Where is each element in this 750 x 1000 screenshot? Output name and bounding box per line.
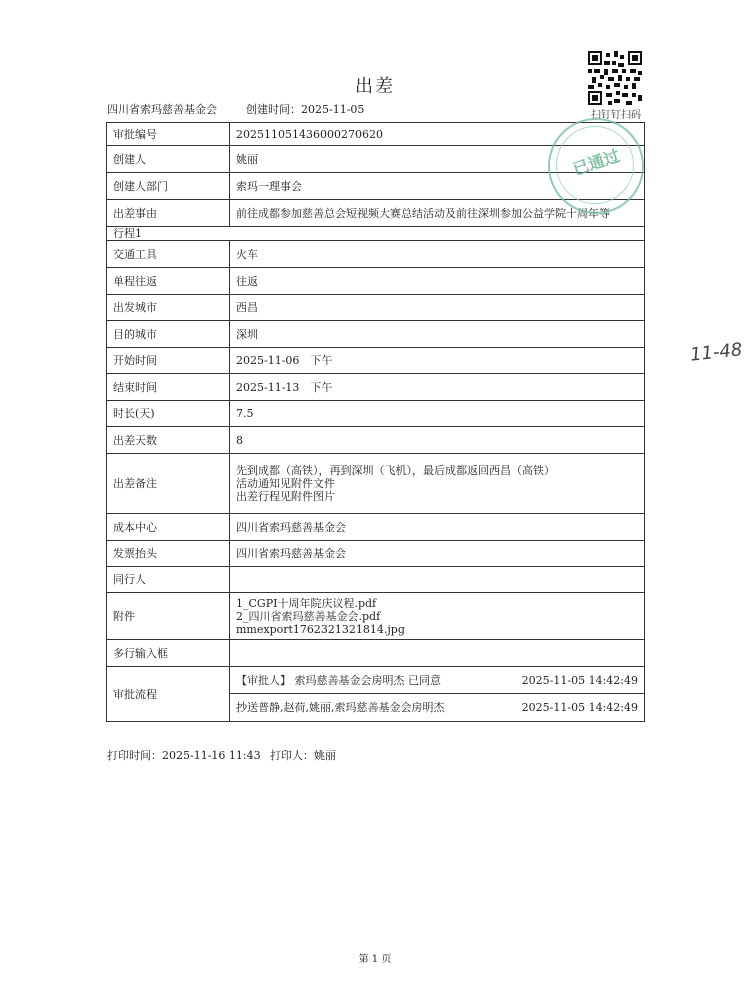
field-label: 时长(天)	[107, 401, 230, 427]
companions-value	[230, 567, 645, 593]
table-row	[107, 567, 645, 593]
attachment-link[interactable]: 1_CGPI十周年院庆议程.pdf	[236, 596, 377, 610]
cc-step	[230, 693, 644, 721]
trip-reason-value: 前往成都参加慈善总会短视频大赛总结活动及前往深圳参加公益学院十周年等	[230, 200, 645, 227]
cc-step-time: 2025-11-05 14:42:49	[521, 701, 638, 714]
table-row	[107, 321, 645, 348]
field-label: 同行人	[107, 567, 230, 593]
approved-stamp	[548, 118, 644, 214]
qr-label: 扫钉钉扫码	[591, 110, 641, 121]
handwritten-note: 11-48	[689, 339, 744, 366]
remarks-line: 先到成都（高铁），再到深圳（飞机），最后成都返回西昌（高铁）	[236, 464, 555, 477]
table-row	[107, 401, 645, 427]
table-row	[107, 640, 645, 667]
cc-step-text: 抄送普静,赵荷,姚丽,索玛慈善基金会房明杰	[236, 701, 445, 714]
creator-value: 姚丽	[230, 146, 645, 173]
qr-code-icon[interactable]	[588, 51, 642, 105]
attachment-link[interactable]: mmexport1762321321814.jpg	[236, 622, 405, 636]
invoice-title-value: 四川省索玛慈善基金会	[230, 541, 645, 567]
attachment-link[interactable]: 2_四川省索玛慈善基金会.pdf	[236, 609, 381, 623]
table-row	[107, 667, 645, 722]
field-label: 结束时间	[107, 374, 230, 401]
field-label: 出差天数	[107, 427, 230, 454]
field-label: 出差备注	[107, 454, 230, 514]
start-time-value: 2025-11-06 下午	[230, 348, 645, 374]
field-label: 出差事由	[107, 200, 230, 227]
table-row	[107, 374, 645, 401]
approval-step	[230, 667, 644, 693]
field-label: 附件	[107, 593, 230, 640]
field-label: 开始时间	[107, 348, 230, 374]
cost-center-value: 四川省索玛慈善基金会	[230, 514, 645, 541]
creator-dept-value: 索玛一理事会	[230, 173, 645, 200]
organization-name: 四川省索玛慈善基金会	[107, 103, 217, 116]
end-time-value: 2025-11-13 下午	[230, 374, 645, 401]
table-row	[107, 200, 645, 227]
transport-value: 火车	[230, 241, 645, 268]
printer-name: 打印人：姚丽	[270, 749, 336, 762]
remarks-line: 出差行程见附件图片	[236, 490, 335, 503]
trip-days-value: 8	[230, 427, 645, 454]
table-row	[107, 454, 645, 514]
stamp-text: 已通过	[570, 145, 623, 179]
field-label: 审批编号	[107, 123, 230, 146]
depart-city-value: 西昌	[230, 295, 645, 321]
table-row	[107, 348, 645, 374]
duration-value: 7.5	[230, 401, 645, 427]
approval-flow-cell	[230, 667, 645, 722]
table-row	[107, 593, 645, 640]
approval-step-text: 【审批人】 索玛慈善基金会房明杰 已同意	[236, 673, 441, 687]
field-label: 交通工具	[107, 241, 230, 268]
created-time: 创建时间：2025-11-05	[246, 103, 365, 116]
trip-section-header: 行程1	[107, 227, 645, 241]
field-label: 成本中心	[107, 514, 230, 541]
field-label: 目的城市	[107, 321, 230, 348]
table-row	[107, 295, 645, 321]
field-label: 审批流程	[107, 667, 230, 722]
remarks-line: 活动通知见附件文件	[236, 477, 335, 490]
field-label: 发票抬头	[107, 541, 230, 567]
field-label: 创建人	[107, 146, 230, 173]
field-label: 多行输入框	[107, 640, 230, 667]
field-label: 单程往返	[107, 268, 230, 295]
table-row	[107, 241, 645, 268]
table-row	[107, 514, 645, 541]
table-row	[107, 541, 645, 567]
print-time: 打印时间：2025-11-16 11:43	[107, 749, 261, 762]
approval-form-table	[106, 122, 645, 722]
approval-step-time: 2025-11-05 14:42:49	[521, 673, 638, 687]
table-row	[107, 268, 645, 295]
table-row	[107, 427, 645, 454]
dest-city-value: 深圳	[230, 321, 645, 348]
field-label: 出发城市	[107, 295, 230, 321]
remarks-value	[230, 454, 645, 514]
approval-number-value: 202511051436000270620	[230, 123, 645, 146]
field-label: 创建人部门	[107, 173, 230, 200]
attachments-value	[230, 593, 645, 640]
round-trip-value: 往返	[230, 268, 645, 295]
page-number: 第 1 页	[358, 954, 392, 965]
document-title: 出差	[355, 76, 395, 97]
multiline-input-value	[230, 640, 645, 667]
trip-section-row	[107, 227, 645, 241]
